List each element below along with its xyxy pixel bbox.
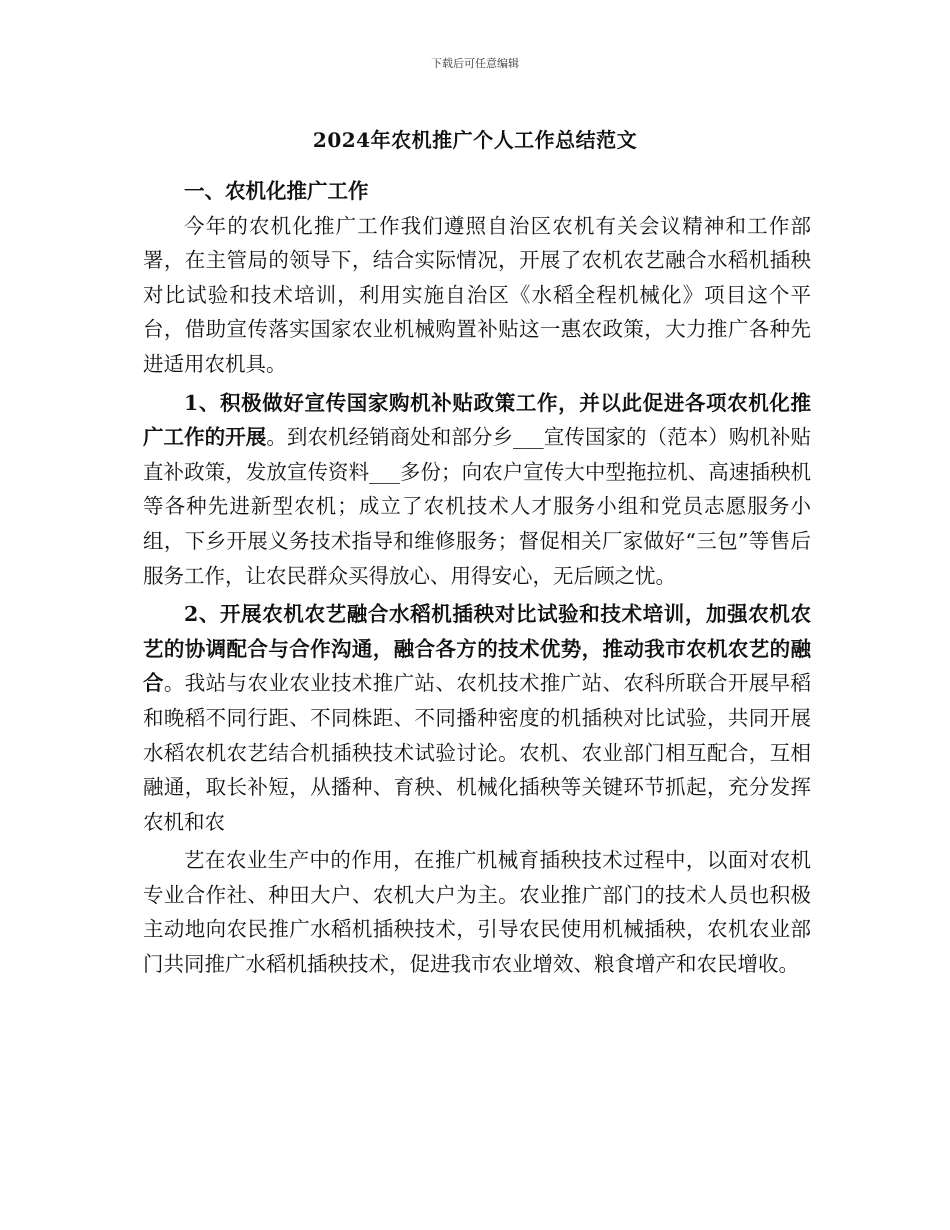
item2-paragraph — [143, 597, 811, 839]
item1-body: 。到农机经销商处和部分乡___宣传国家的（范本）购机补贴直补政策，发放宣传资料___多份；向农户宣传大中型拖拉机、高速插秧机等各种先进新型农机；成立了农机技术人才服务小组和党员志愿服务小组，下乡开展义务技术指导和维修服务；督促相关厂家做好“三包”等售后服务工作，让农民群众买得放心、用得安心，无后顾之忧。 — [143, 425, 812, 588]
item2-body: 。我站与农业农业技术推广站、农机技术推广站、农科所联合开展早稻和晚稻不同行距、不同株距、不同播种密度的机插秧对比试验，共同开展水稻农机农艺结合机插秧技术试验讨论。农机、农业部门相互配合，互相融通，取长补短，从播种、育秧、机械化插秧等关键环节抓起，充分发挥农机和农 — [143, 671, 812, 834]
document-title: 2024年农机推广个人工作总结范文 — [312, 128, 638, 152]
item1-lead: 1、积极做好宣传国家购机补贴政策工作，并以此促进各项农机化推广工作的开展 — [143, 390, 811, 450]
intro-paragraph: 今年的农机化推广工作我们遵照自治区农机有关会议精神和工作部署，在主管局的领导下，结合实际情况，开展了农机农艺融合水稻机插秧对比试验和技术培训，利用实施自治区《水稻全程机械化》项目这个平台，借助宣传落实国家农业机械购置补贴这一惠农政策，大力推广各种先进适用农机具。 — [143, 213, 811, 376]
document-body — [143, 174, 811, 982]
section-heading: 一、农机化推广工作 — [184, 179, 369, 203]
header-note: 下载后可任意编辑 — [431, 57, 519, 70]
continuation-paragraph: 艺在农业生产中的作用，在推广机械育插秧技术过程中，以面对农机专业合作社、种田大户、农机大户为主。农业推广部门的技术人员也积极主动地向农民推广水稻机插秧技术，引导农民使用机械插秧，农机农业部门共同推广水稻机插秧技术，促进我市农业增效、粮食增产和农民增收。 — [143, 848, 811, 977]
item2-lead: 2、开展农机农艺融合水稻机插秧对比试验和技术培训，加强农机农艺的协调配合与合作沟通，融合各方的技术优势，推动我市农机农艺的融合 — [143, 602, 811, 696]
item1-paragraph — [143, 386, 811, 594]
